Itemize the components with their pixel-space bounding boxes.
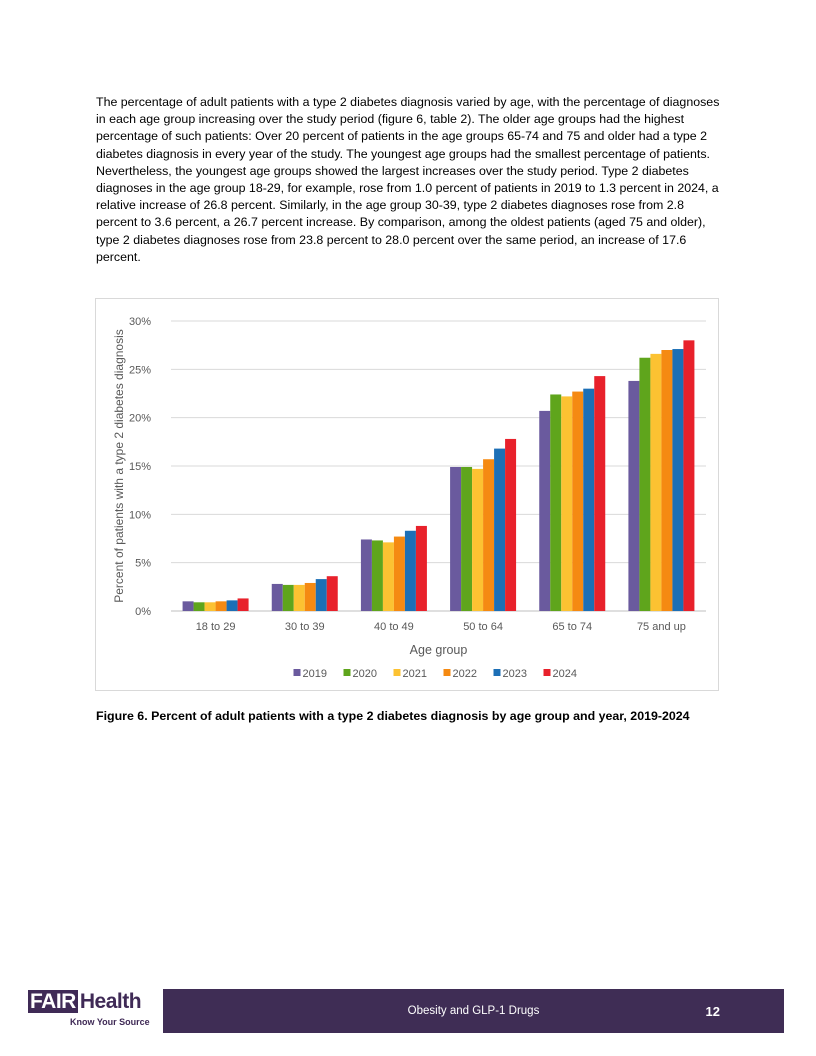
bar-75-and-up-2023 xyxy=(672,349,683,611)
bar-75-and-up-2020 xyxy=(639,358,650,611)
page-number: 12 xyxy=(705,1004,720,1019)
body-paragraph: The percentage of adult patients with a type 2 diabetes diagnosis varied by age, with the percentage of diagnoses in each age group increasing over the study period (figure 6, table 2). The older age groups had the highest percentage of such patients: Over 20 percent of patients in the age groups 65-74 and 75 and older had a type 2 diabetes diagnosis in every year of the study. The youngest age groups had the smallest percentage of patients. Nevertheless, the youngest age groups showed the largest increases over the study period. Type 2 diabetes diagnoses in the age group 18-29, for example, rose from 1.0 percent of patients in 2019 to 1.3 percent in 2024, a relative increase of 26.8 percent. Similarly, in the age group 30-39, type 2 diabetes diagnoses rose from 2.8 percent to 3.6 percent, a 26.7 percent increase. By comparison, among the oldest patients (aged 75 and older), type 2 diabetes diagnoses rose from 23.8 percent to 28.0 percent over the same period, an increase of 17.6 percent. xyxy=(96,95,720,264)
bar-30-to-39-2024 xyxy=(327,576,338,611)
legend-swatch-2019 xyxy=(294,669,301,676)
logo-health-text: Health xyxy=(79,990,142,1013)
bar-18-to-29-2024 xyxy=(238,598,249,611)
bar-75-and-up-2019 xyxy=(628,381,639,611)
bar-40-to-49-2023 xyxy=(405,531,416,611)
legend-swatch-2023 xyxy=(494,669,501,676)
bar-40-to-49-2020 xyxy=(372,540,383,611)
y-axis-label: Percent of patients with a type 2 diabetes diagnosis xyxy=(112,329,126,603)
y-tick-label: 0% xyxy=(135,606,151,618)
bar-75-and-up-2021 xyxy=(650,354,661,611)
y-tick-label: 10% xyxy=(128,509,151,522)
logo-tagline: Know Your Source xyxy=(70,1017,150,1027)
bar-40-to-49-2021 xyxy=(383,542,394,611)
bar-30-to-39-2021 xyxy=(294,585,305,611)
bar-18-to-29-2021 xyxy=(205,602,216,611)
footer-bar xyxy=(163,989,784,1033)
bar-50-to-64-2020 xyxy=(461,467,472,611)
bar-65-to-74-2024 xyxy=(594,376,605,611)
bar-50-to-64-2024 xyxy=(505,439,516,611)
bar-75-and-up-2022 xyxy=(661,350,672,611)
bar-65-to-74-2019 xyxy=(539,411,550,611)
bar-50-to-64-2019 xyxy=(450,467,461,611)
bar-chart xyxy=(96,299,718,690)
y-tick-label: 15% xyxy=(128,461,151,473)
y-tick-label: 5% xyxy=(135,557,151,570)
bar-50-to-64-2022 xyxy=(483,459,494,611)
y-tick-label: 25% xyxy=(128,364,151,377)
legend-swatch-2024 xyxy=(544,669,551,676)
bar-30-to-39-2019 xyxy=(272,584,283,611)
footer-title: Obesity and GLP-1 Drugs xyxy=(407,1005,540,1017)
bar-65-to-74-2021 xyxy=(561,396,572,611)
bar-40-to-49-2022 xyxy=(394,537,405,611)
bar-18-to-29-2022 xyxy=(216,601,227,611)
figure-caption: Figure 6. Percent of adult patients with a type 2 diabetes diagnosis by age group and year, 2019-2024 xyxy=(96,709,690,723)
legend-label-2024: 2024 xyxy=(552,668,577,680)
bar-50-to-64-2021 xyxy=(472,469,483,611)
chart-frame xyxy=(95,298,719,691)
y-tick-label: 30% xyxy=(128,316,151,328)
x-tick-label: 65 to 74 xyxy=(552,621,593,633)
bar-18-to-29-2023 xyxy=(227,600,238,611)
legend-swatch-2021 xyxy=(394,669,401,676)
legend-label-2020: 2020 xyxy=(352,668,377,680)
legend-swatch-2022 xyxy=(444,669,451,676)
legend-swatch-2020 xyxy=(344,669,351,676)
bar-30-to-39-2022 xyxy=(305,583,316,611)
bar-40-to-49-2024 xyxy=(416,526,427,611)
bar-65-to-74-2023 xyxy=(583,389,594,611)
legend-label-2023: 2023 xyxy=(502,668,527,680)
x-tick-label: 18 to 29 xyxy=(195,621,236,633)
x-tick-label: 40 to 49 xyxy=(374,621,414,633)
bar-65-to-74-2022 xyxy=(572,392,583,611)
x-axis-label: Age group xyxy=(409,643,468,657)
bar-30-to-39-2020 xyxy=(283,585,294,611)
y-tick-label: 20% xyxy=(128,412,151,425)
bar-40-to-49-2019 xyxy=(361,539,372,611)
legend-label-2022: 2022 xyxy=(452,668,477,680)
x-tick-label: 30 to 39 xyxy=(284,621,325,633)
bar-50-to-64-2023 xyxy=(494,449,505,611)
bar-65-to-74-2020 xyxy=(550,394,561,611)
fair-health-logo xyxy=(28,990,153,1034)
bar-30-to-39-2023 xyxy=(316,579,327,611)
logo-fair-text: FAIR xyxy=(30,990,76,1013)
x-tick-label: 75 and up xyxy=(636,621,686,633)
bar-75-and-up-2024 xyxy=(683,340,694,611)
bar-18-to-29-2020 xyxy=(194,602,205,611)
x-tick-label: 50 to 64 xyxy=(463,621,503,633)
legend-label-2019: 2019 xyxy=(302,668,327,680)
legend-label-2021: 2021 xyxy=(402,668,427,680)
bar-18-to-29-2019 xyxy=(183,601,194,611)
